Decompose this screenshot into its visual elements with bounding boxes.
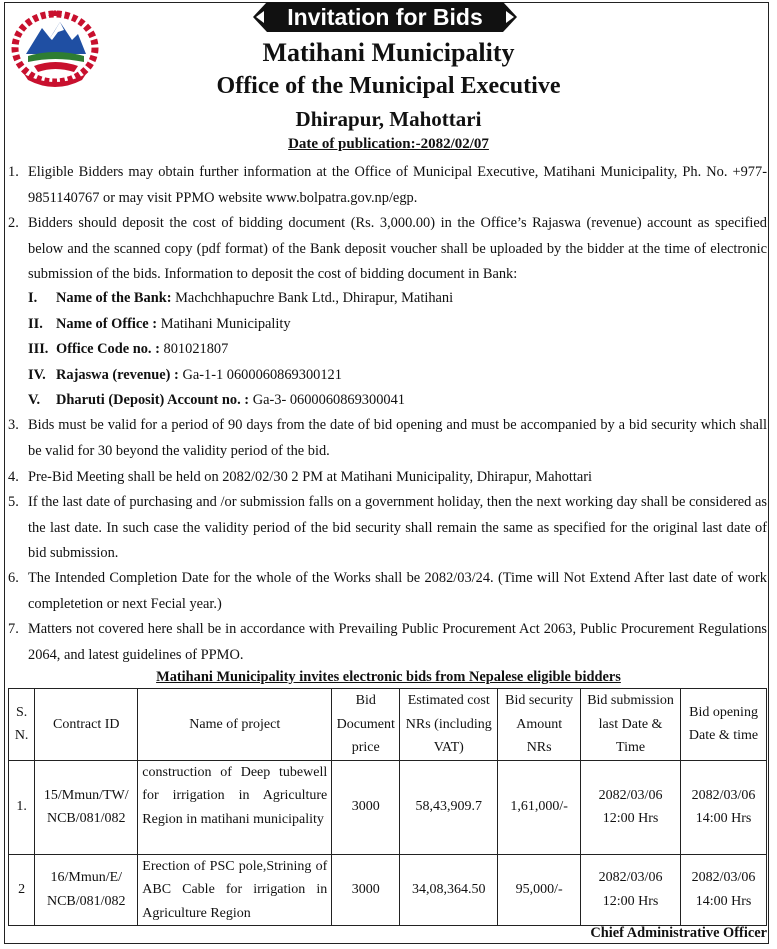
publication-date: Date of publication:-2082/02/07	[288, 136, 489, 152]
office-name-value: Matihani Municipality	[160, 316, 291, 332]
header-contract-id: Contract ID	[35, 689, 138, 761]
table-caption: Matihani Municipality invites electronic bids from Nepalese eligible bidders	[156, 669, 621, 685]
bank-row-1-number: I.	[28, 290, 38, 306]
clause-3-number: 3.	[8, 417, 19, 433]
header-doc-price: Bid Document price	[332, 689, 400, 761]
bank-row-1	[56, 286, 453, 312]
clause-7: Matters not covered here shall be in accordance with Prevailing Public Procurement Act 2063, Public Procurement Regulations 2064, and latest guidelines of PPMO.	[28, 621, 767, 663]
clause-3: Bids must be valid for a period of 90 days from the date of bid opening and must be accompanied by a bid security which shall be valid for 30 beyond the validity period of the bid.	[28, 417, 767, 459]
row-1-project: construction of Deep tubewell for irrigation in Agriculture Region in matihani municipality	[138, 760, 332, 854]
clause-4-number: 4.	[8, 469, 19, 485]
table-row	[9, 760, 767, 854]
clause-5: If the last date of purchasing and /or submission falls on a government holiday, then the next working day shall be considered as the last date. In such case the validity period of the bid security shall remain the same as specified for the original last date of bid submission.	[28, 494, 767, 561]
bank-row-2	[56, 312, 291, 338]
row-2-security: 95,000/-	[498, 854, 581, 926]
row-2-contract-id: 16/Mmun/E/ NCB/081/082	[35, 854, 138, 926]
clause-6: The Intended Completion Date for the whole of the Works shall be 2082/03/24. (Time will Not Extend After last date of work completetion or next Fecial year.)	[28, 570, 767, 612]
row-1-opening: 2082/03/06 14:00 Hrs	[681, 760, 767, 854]
header-sn: S. N.	[9, 689, 35, 761]
header-submission: Bid submission last Date & Time	[581, 689, 681, 761]
bank-name-value: Machchhapuchre Bank Ltd., Dhirapur, Matihani	[175, 290, 454, 306]
row-2-doc-price: 3000	[332, 854, 400, 926]
bids-table	[8, 688, 767, 926]
clause-2: Bidders should deposit the cost of bidding document (Rs. 3,000.00) in the Office’s Rajaswa (revenue) account as specified below and the scanned copy (pdf format) of the Bank deposit voucher shall be uploaded by the bidder at the time of electronic submission of the bids. Information to deposit the cost of bidding document in Bank:	[28, 215, 767, 282]
row-1-estimated-cost: 58,43,909.7	[400, 760, 498, 854]
row-2-opening: 2082/03/06 14:00 Hrs	[681, 854, 767, 926]
bank-row-2-number: II.	[28, 316, 43, 332]
clause-7-number: 7.	[8, 621, 19, 637]
table-row	[9, 854, 767, 926]
municipality-title: Matihani Municipality	[262, 38, 515, 67]
row-1-sn: 1.	[9, 760, 35, 854]
office-title: Office of the Municipal Executive	[216, 73, 561, 99]
bank-row-4	[56, 363, 342, 389]
signature: Chief Administrative Officer	[590, 925, 767, 941]
bank-row-5-number: V.	[28, 392, 41, 408]
banner	[253, 2, 517, 32]
row-2-estimated-cost: 34,08,364.50	[400, 854, 498, 926]
header-project: Name of project	[138, 689, 332, 761]
row-1-contract-id: 15/Mmun/TW/ NCB/081/082	[35, 760, 138, 854]
office-code-value: 801021807	[163, 341, 229, 357]
office-name-label: Name of Office :	[56, 316, 158, 332]
clause-1-number: 1.	[8, 164, 19, 180]
rajaswa-label: Rajaswa (revenue) :	[56, 367, 179, 383]
clause-2-number: 2.	[8, 215, 19, 231]
clause-4: Pre-Bid Meeting shall be held on 2082/02/30 2 PM at Matihani Municipality, Dhirapur, Mahottari	[28, 469, 593, 485]
row-1-security: 1,61,000/-	[498, 760, 581, 854]
row-2-project: Erection of PSC pole,Strining of ABC Cable for irrigation in Agriculture Region	[138, 854, 332, 926]
row-2-sn: 2	[9, 854, 35, 926]
rajaswa-value: Ga-1-1 0600060869300121	[182, 367, 342, 383]
dharuti-value: Ga-3- 0600060869300041	[252, 392, 405, 408]
header-security: Bid security Amount NRs	[498, 689, 581, 761]
office-code-label: Office Code no. :	[56, 341, 160, 357]
row-2-submission: 2082/03/06 12:00 Hrs	[581, 854, 681, 926]
clause-6-number: 6.	[8, 570, 19, 586]
dharuti-label: Dharuti (Deposit) Account no. :	[56, 392, 250, 408]
bank-row-3	[56, 337, 228, 363]
clause-5-number: 5.	[8, 494, 19, 510]
bank-row-3-number: III.	[28, 341, 49, 357]
bank-name-label: Name of the Bank:	[56, 290, 172, 306]
banner-title: Invitation for Bids	[287, 4, 483, 30]
clause-1: Eligible Bidders may obtain further information at the Office of Municipal Executive, Matihani Municipality, Ph. No. +977-9851140767 or may visit PPMO website www.bolpatra.gov.np/egp.	[28, 164, 767, 206]
header-estimated-cost: Estimated cost NRs (including VAT)	[400, 689, 498, 761]
table-header-row	[9, 689, 767, 761]
bank-row-5	[56, 388, 405, 414]
row-1-submission: 2082/03/06 12:00 Hrs	[581, 760, 681, 854]
location-title: Dhirapur, Mahottari	[295, 107, 482, 131]
row-1-doc-price: 3000	[332, 760, 400, 854]
bank-row-4-number: IV.	[28, 367, 46, 383]
header-opening: Bid opening Date & time	[681, 689, 767, 761]
